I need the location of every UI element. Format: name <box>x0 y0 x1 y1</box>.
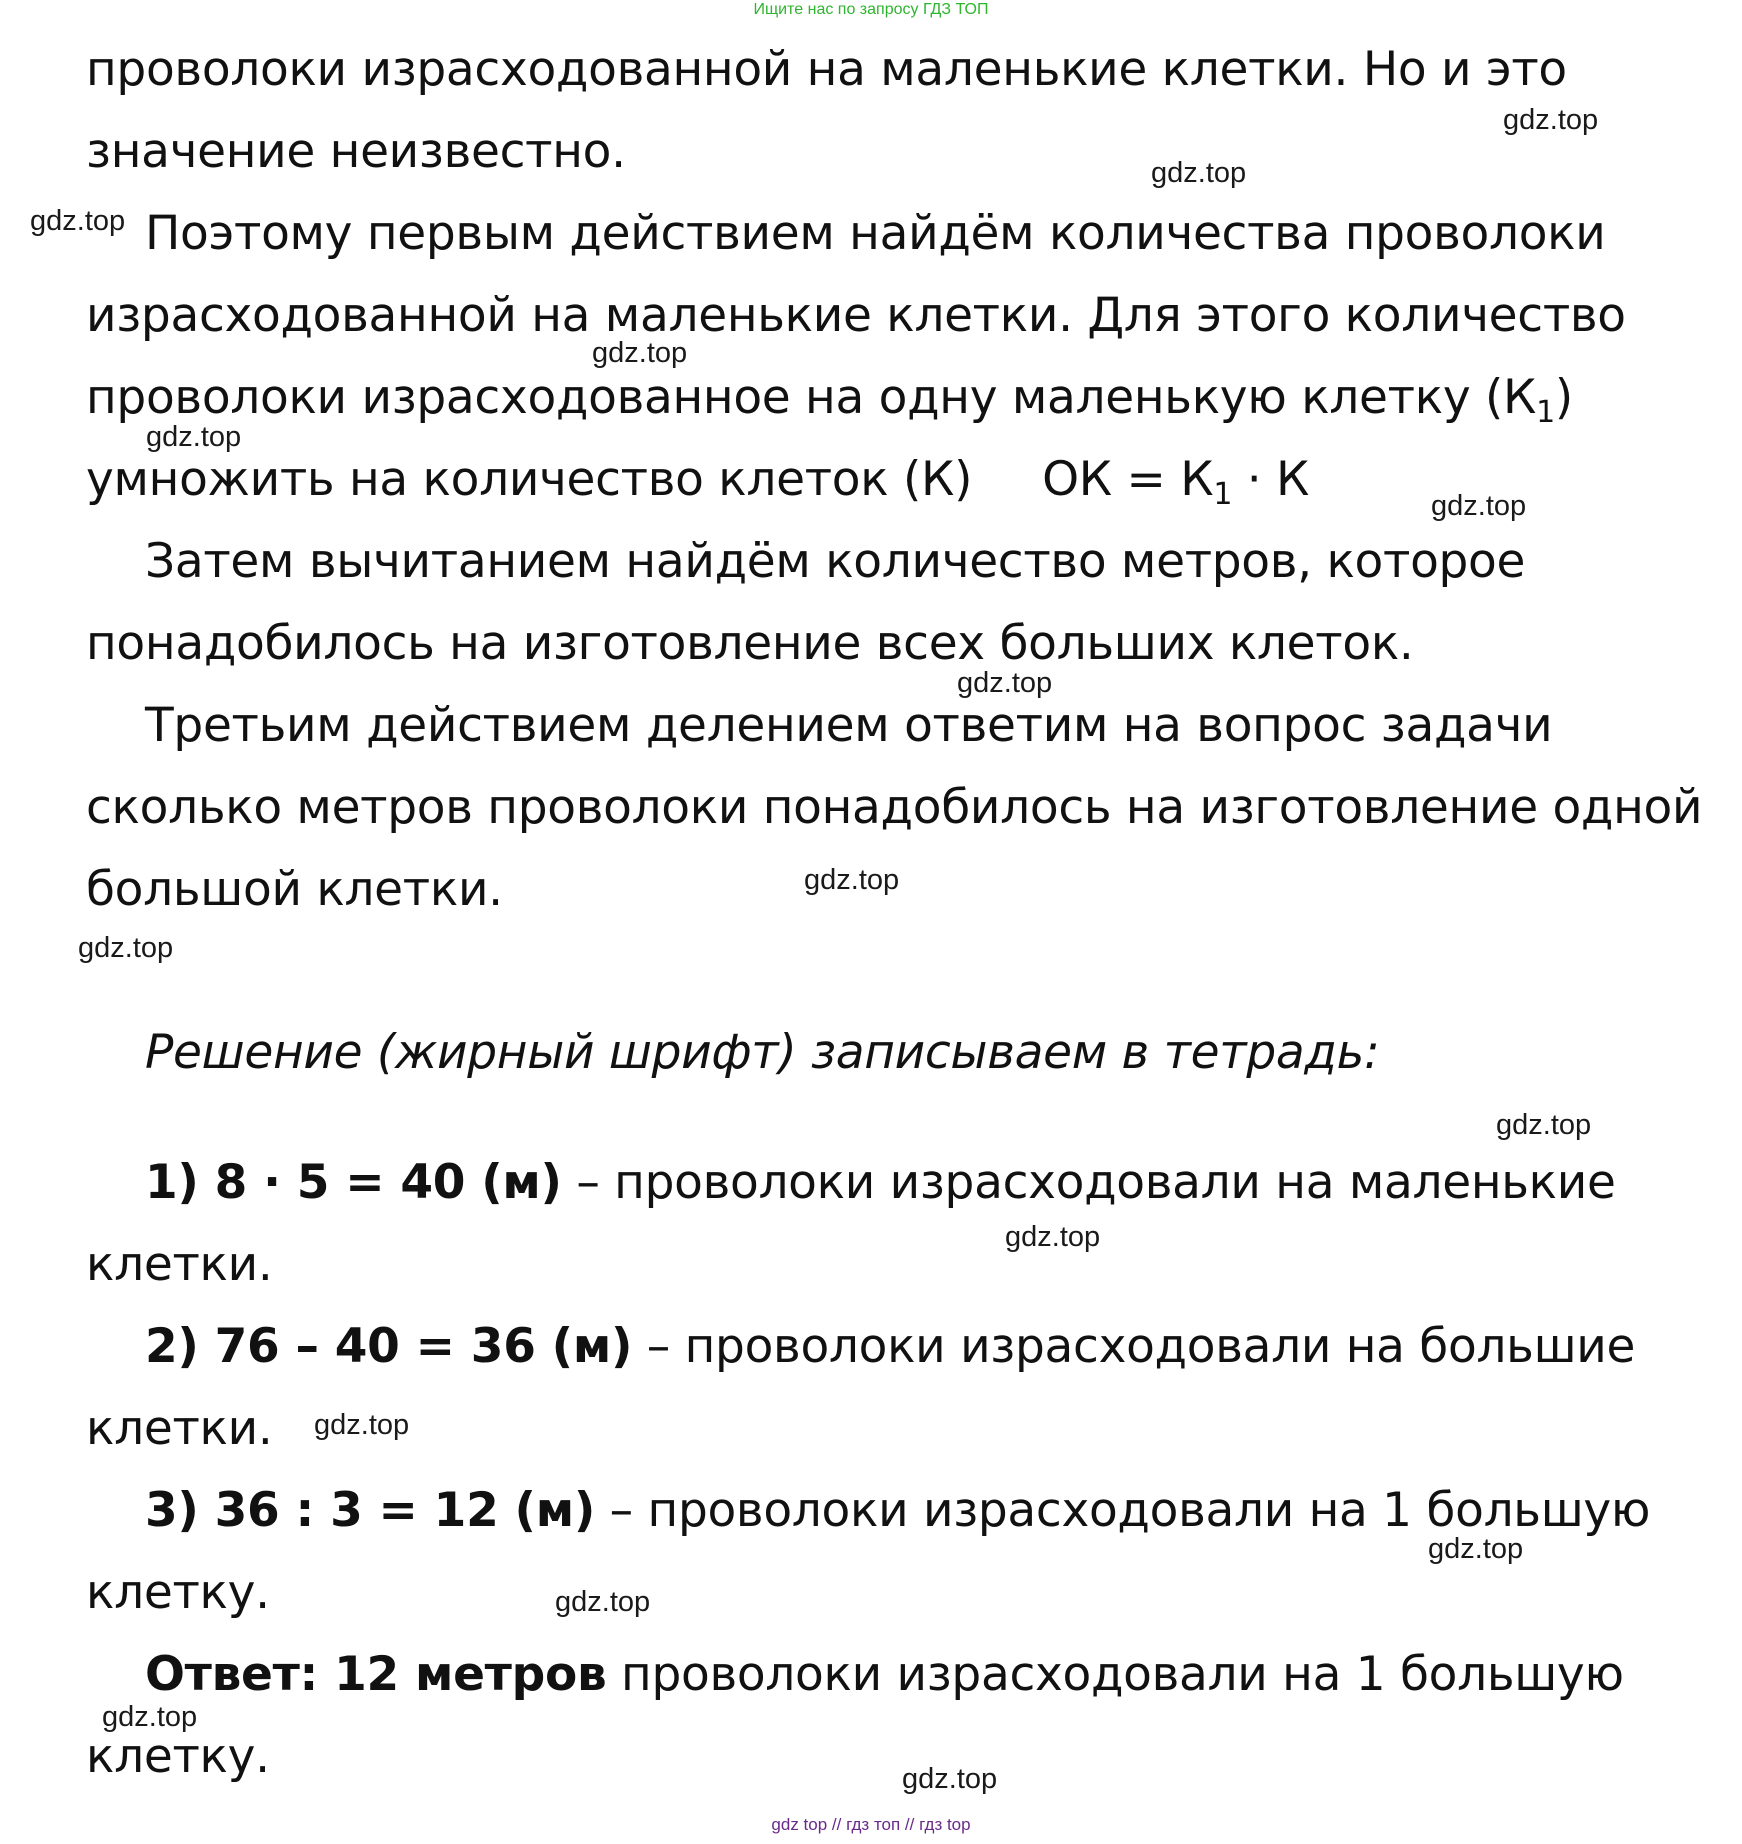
explanation-line-5-close: ) <box>1554 370 1573 425</box>
solution-step-1 <box>145 1153 1616 1213</box>
watermark: gdz.top <box>1005 1221 1101 1253</box>
explanation-line-3: Поэтому первым действием найдём количества проволоки <box>145 206 1606 261</box>
answer-text: проволоки израсходовали на 1 большую <box>606 1647 1624 1702</box>
watermark: gdz.top <box>957 667 1053 699</box>
solution-step-3-cont: клетку. <box>86 1565 270 1620</box>
watermark: gdz.top <box>102 1701 198 1733</box>
solution-heading: Решение (жирный шрифт) записываем в тетрадь: <box>145 1025 1380 1080</box>
watermark: gdz.top <box>1496 1109 1592 1141</box>
explanation-line-2: значение неизвестно. <box>86 124 626 179</box>
step-1-expression: 1) 8 · 5 = 40 (м) <box>145 1155 562 1210</box>
watermark: gdz.top <box>78 932 174 964</box>
watermark: gdz.top <box>902 1763 998 1795</box>
step-3-text: – проволоки израсходовали на 1 большую <box>595 1483 1651 1538</box>
explanation-line-10: сколько метров проволоки понадобилось на изготовление одной <box>86 780 1703 835</box>
solution-answer-cont: клетку. <box>86 1729 270 1784</box>
subscript-one: 1 <box>1536 395 1555 430</box>
watermark: gdz.top <box>555 1586 651 1618</box>
explanation-line-5 <box>86 368 1573 428</box>
step-1-text: – проволоки израсходовали на маленькие <box>561 1155 1616 1210</box>
solution-step-1-cont: клетки. <box>86 1237 273 1292</box>
watermark: gdz.top <box>592 337 688 369</box>
watermark: gdz.top <box>1428 1533 1524 1565</box>
explanation-line-8: понадобилось на изготовление всех больших клеток. <box>86 616 1414 671</box>
explanation-line-11: большой клетки. <box>86 862 503 917</box>
watermark: gdz.top <box>30 205 126 237</box>
watermark: gdz.top <box>1431 490 1527 522</box>
solution-step-2 <box>145 1317 1635 1377</box>
formula-right: · К <box>1232 452 1310 507</box>
watermark: gdz.top <box>146 421 242 453</box>
explanation-line-6 <box>86 450 1309 510</box>
step-2-expression: 2) 76 – 40 = 36 (м) <box>145 1319 633 1374</box>
explanation-line-9: Третьим действием делением ответим на вопрос задачи <box>145 698 1553 753</box>
watermark: gdz.top <box>314 1409 410 1441</box>
footer-links[interactable]: gdz top // гдз топ // гдз top <box>771 1815 971 1834</box>
explanation-line-1: проволоки израсходованной на маленькие клетки. Но и это <box>86 42 1567 97</box>
solution-answer <box>145 1645 1624 1705</box>
solution-step-2-cont: клетки. <box>86 1401 273 1456</box>
top-banner[interactable]: Ищите нас по запросу ГДЗ ТОП <box>753 1 989 18</box>
formula-subscript: 1 <box>1213 477 1233 512</box>
step-3-expression: 3) 36 : 3 = 12 (м) <box>145 1483 596 1538</box>
step-2-text: – проволоки израсходовали на большие <box>632 1319 1636 1374</box>
formula <box>1042 452 1310 512</box>
explanation-line-7: Затем вычитанием найдём количество метров, которое <box>145 534 1526 589</box>
watermark: gdz.top <box>804 864 900 896</box>
explanation-line-6-text: умножить на количество клеток (К) <box>86 452 973 507</box>
watermark: gdz.top <box>1503 104 1599 136</box>
watermark: gdz.top <box>1151 157 1247 189</box>
formula-left: ОК = К <box>1042 452 1214 507</box>
answer-label: Ответ: 12 метров <box>145 1647 607 1702</box>
solution-step-3 <box>145 1481 1650 1541</box>
explanation-line-4: израсходованной на маленькие клетки. Для этого количество <box>86 288 1626 343</box>
explanation-line-5-text: проволоки израсходованное на одну маленькую клетку (К <box>86 370 1537 425</box>
